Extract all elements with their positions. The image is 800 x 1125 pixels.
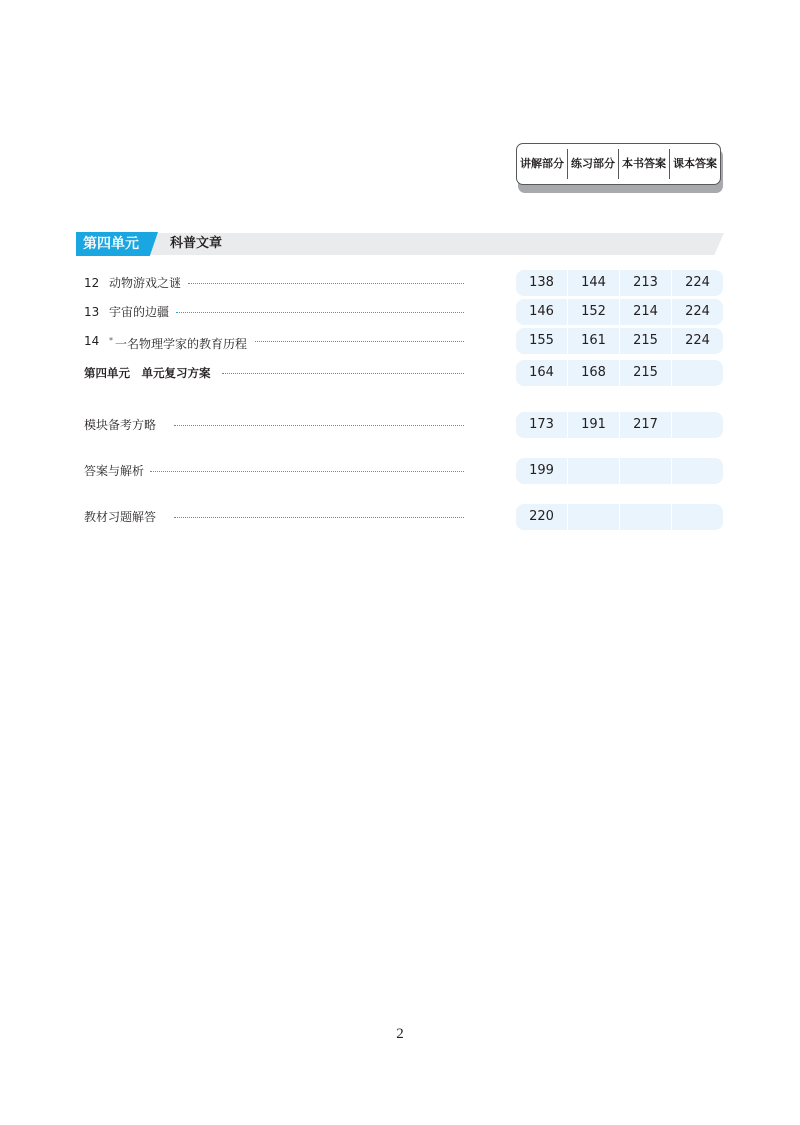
page-number: 2 [396,1026,404,1042]
page-practice: 161 [567,328,619,354]
page-cells [516,360,723,386]
page-explanation: 164 [516,360,567,386]
page-practice [567,504,619,530]
lesson-title: 动物游戏之谜 [109,270,183,296]
toc-entry-12[interactable] [0,270,800,296]
page-book-answers: 214 [619,299,671,325]
page-practice: 168 [567,360,619,386]
toc-entry-module-strategy[interactable] [0,412,800,438]
column-header-book-answers: 本书答案 [622,157,666,170]
page-explanation: 173 [516,412,567,438]
page-practice [567,458,619,484]
page-practice: 152 [567,299,619,325]
page-practice: 144 [567,270,619,296]
page-book-answers: 215 [619,328,671,354]
page-cells [516,328,723,354]
lesson-number: 13 [84,305,100,319]
page-explanation: 155 [516,328,567,354]
dot-leader [255,341,464,342]
page-book-answers [619,458,671,484]
lesson-title: 答案与解析 [84,458,146,484]
toc-entry-answers[interactable] [0,458,800,484]
column-header-explanation: 讲解部分 [520,157,564,170]
page-explanation: 138 [516,270,567,296]
page-explanation: 199 [516,458,567,484]
page-book-answers: 215 [619,360,671,386]
lesson-title: 第四单元 单元复习方案 [84,360,213,386]
lesson-title: 宇宙的边疆 [109,299,171,325]
page-textbook-answers: 224 [671,328,723,354]
toc-entry-unit-review[interactable] [0,360,800,386]
page-cells [516,299,723,325]
page-book-answers [619,504,671,530]
page-explanation: 220 [516,504,567,530]
unit-title: 科普文章 [170,236,223,251]
dot-leader [174,425,464,426]
column-header-face [516,143,721,185]
dot-leader [176,312,464,313]
dot-leader [150,471,464,472]
lesson-title: 模块备考方略 [84,412,158,438]
dot-leader [188,283,464,284]
column-header-practice: 练习部分 [571,157,615,170]
page-textbook-answers [671,504,723,530]
lesson-number: 12 [84,276,100,290]
page-cells [516,504,723,530]
page-cells [516,270,723,296]
toc-entry-textbook-solutions[interactable] [0,504,800,530]
page-textbook-answers: 224 [671,270,723,296]
page-book-answers: 213 [619,270,671,296]
page-explanation: 146 [516,299,567,325]
page-textbook-answers [671,360,723,386]
page-practice: 191 [567,412,619,438]
lesson-number: 14 [84,334,100,348]
unit-banner [76,232,724,257]
lesson-title: 教材习题解答 [84,504,158,530]
lesson-title-container [109,328,249,357]
lesson-title: 一名物理学家的教育历程 [115,337,248,351]
dot-leader [222,373,464,374]
page-textbook-answers [671,458,723,484]
page-textbook-answers [671,412,723,438]
toc-entry-14[interactable] [0,328,800,354]
page-book-answers: 217 [619,412,671,438]
dot-leader [174,517,464,518]
optional-lesson-star: * [109,336,113,345]
column-header-box [516,143,723,193]
page-cells [516,458,723,484]
column-header-textbook-answers: 课本答案 [673,157,717,170]
page-cells [516,412,723,438]
unit-tag-text: 第四单元 [83,236,139,252]
page-textbook-answers: 224 [671,299,723,325]
toc-entry-13[interactable] [0,299,800,325]
